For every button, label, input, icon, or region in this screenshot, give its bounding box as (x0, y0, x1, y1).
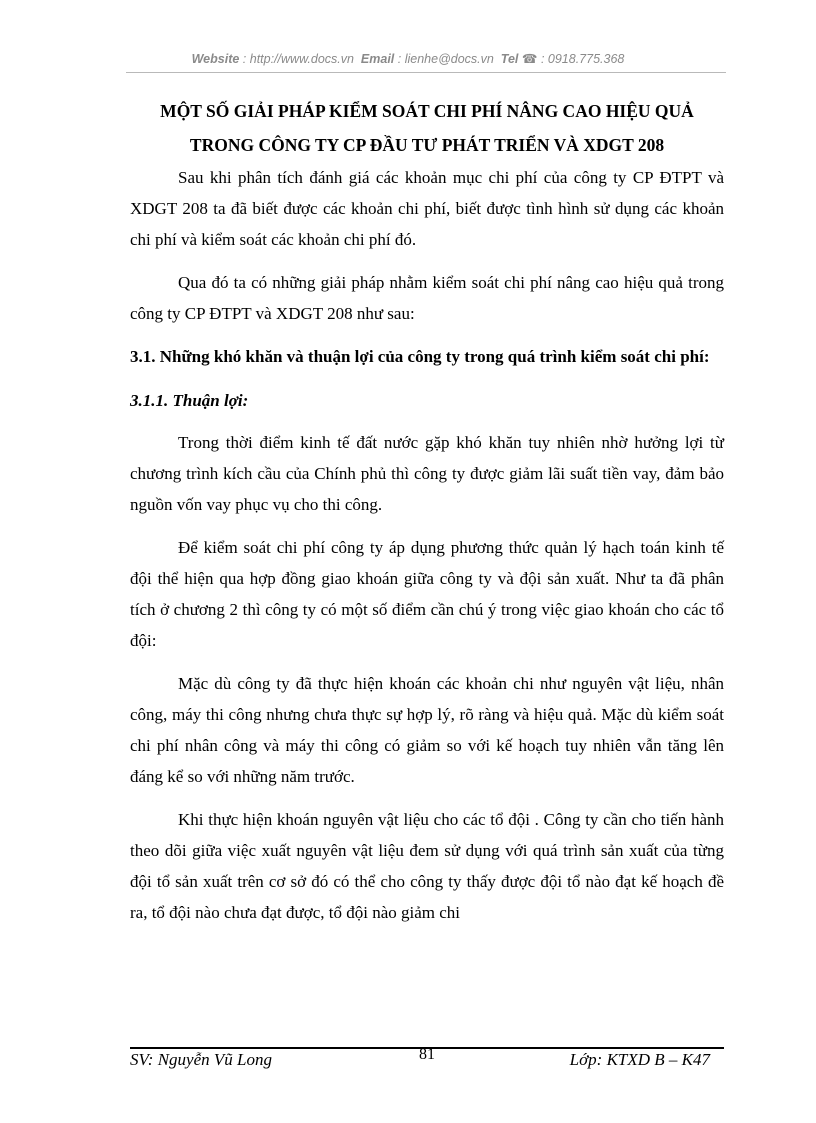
telephone-icon: ☎ (521, 52, 538, 66)
paragraph-4: Để kiểm soát chi phí công ty áp dụng phương thức quản lý hạch toán kinh tế đội thể hiện qua hợp đồng giao khoán giữa công ty và đội sản xuất. Như ta đã phân tích ở chương 2 thì công ty có một số điểm cần chú ý trong việc giao khoán cho các tổ đội: (130, 538, 724, 650)
paragraph-5: Mặc dù công ty đã thực hiện khoán các khoản chi như nguyên vật liệu, nhân công, máy thi công nhưng chưa thực sự hợp lý, rõ ràng và hiệu quả. Mặc dù kiểm soát chi phí nhân công và máy thi công có giảm so với kế hoạch tuy nhiên vẫn tăng lên đáng kể so với những năm trước. (130, 674, 724, 786)
header-divider (126, 72, 726, 73)
email-label: Email (360, 52, 395, 66)
website-value: : http://www.docs.vn (242, 52, 354, 66)
document-body (130, 94, 724, 940)
paragraph-6: Khi thực hiện khoán nguyên vật liệu cho các tổ đội . Công ty cần cho tiến hành theo dõi giữa việc xuất nguyên vật liệu đem sử dụng với quá trình sản xuất của từng đội tổ sản xuất trên cơ sở đó có thể cho công ty thấy được đội tổ nào đạt kế hoạch đề ra, tổ đội nào chưa đạt được, tổ đội nào giảm chi (130, 810, 724, 922)
page-number: 81 (419, 1046, 435, 1063)
title-line-1: MỘT SỐ GIẢI PHÁP KIỂM SOÁT CHI PHÍ NÂNG CAO HIỆU QUẢ (160, 101, 694, 121)
paragraph-3: Trong thời điểm kinh tế đất nước gặp khó khăn tuy nhiên nhờ hưởng lợi từ chương trình kích cầu của Chính phủ thì công ty được giảm lãi suất tiền vay, đảm bảo nguồn vốn vay phục vụ cho thi công. (130, 433, 724, 514)
page-header (0, 51, 816, 66)
paragraph-2: Qua đó ta có những giải pháp nhằm kiểm soát chi phí nâng cao hiệu quả trong công ty CP ĐTPT và XDGT 208 như sau: (130, 273, 724, 323)
document-title (130, 94, 724, 162)
website-label: Website (191, 52, 240, 66)
subsection-heading-3-1-1: 3.1.1. Thuận lợi: (130, 391, 249, 410)
tel-value: : 0918.775.368 (540, 52, 625, 66)
student-name: SV: Nguyễn Vũ Long (130, 1050, 272, 1069)
email-value: : lienhe@docs.vn (397, 52, 494, 66)
section-heading-3-1: 3.1. Những khó khăn và thuận lợi của công ty trong quá trình kiểm soát chi phí: (130, 347, 710, 366)
class-name: Lớp: KTXD B – K47 (569, 1050, 710, 1069)
tel-label: Tel (500, 52, 519, 66)
title-line-2: TRONG CÔNG TY CP ĐẦU TƯ PHÁT TRIỂN VÀ XDGT 208 (189, 135, 665, 155)
paragraph-1: Sau khi phân tích đánh giá các khoản mục chi phí của công ty CP ĐTPT và XDGT 208 ta đã biết được các khoản chi phí, biết được tình hình sử dụng các khoản chi phí và kiểm soát các khoản chi phí đó. (130, 168, 724, 249)
page-footer (130, 1046, 724, 1076)
